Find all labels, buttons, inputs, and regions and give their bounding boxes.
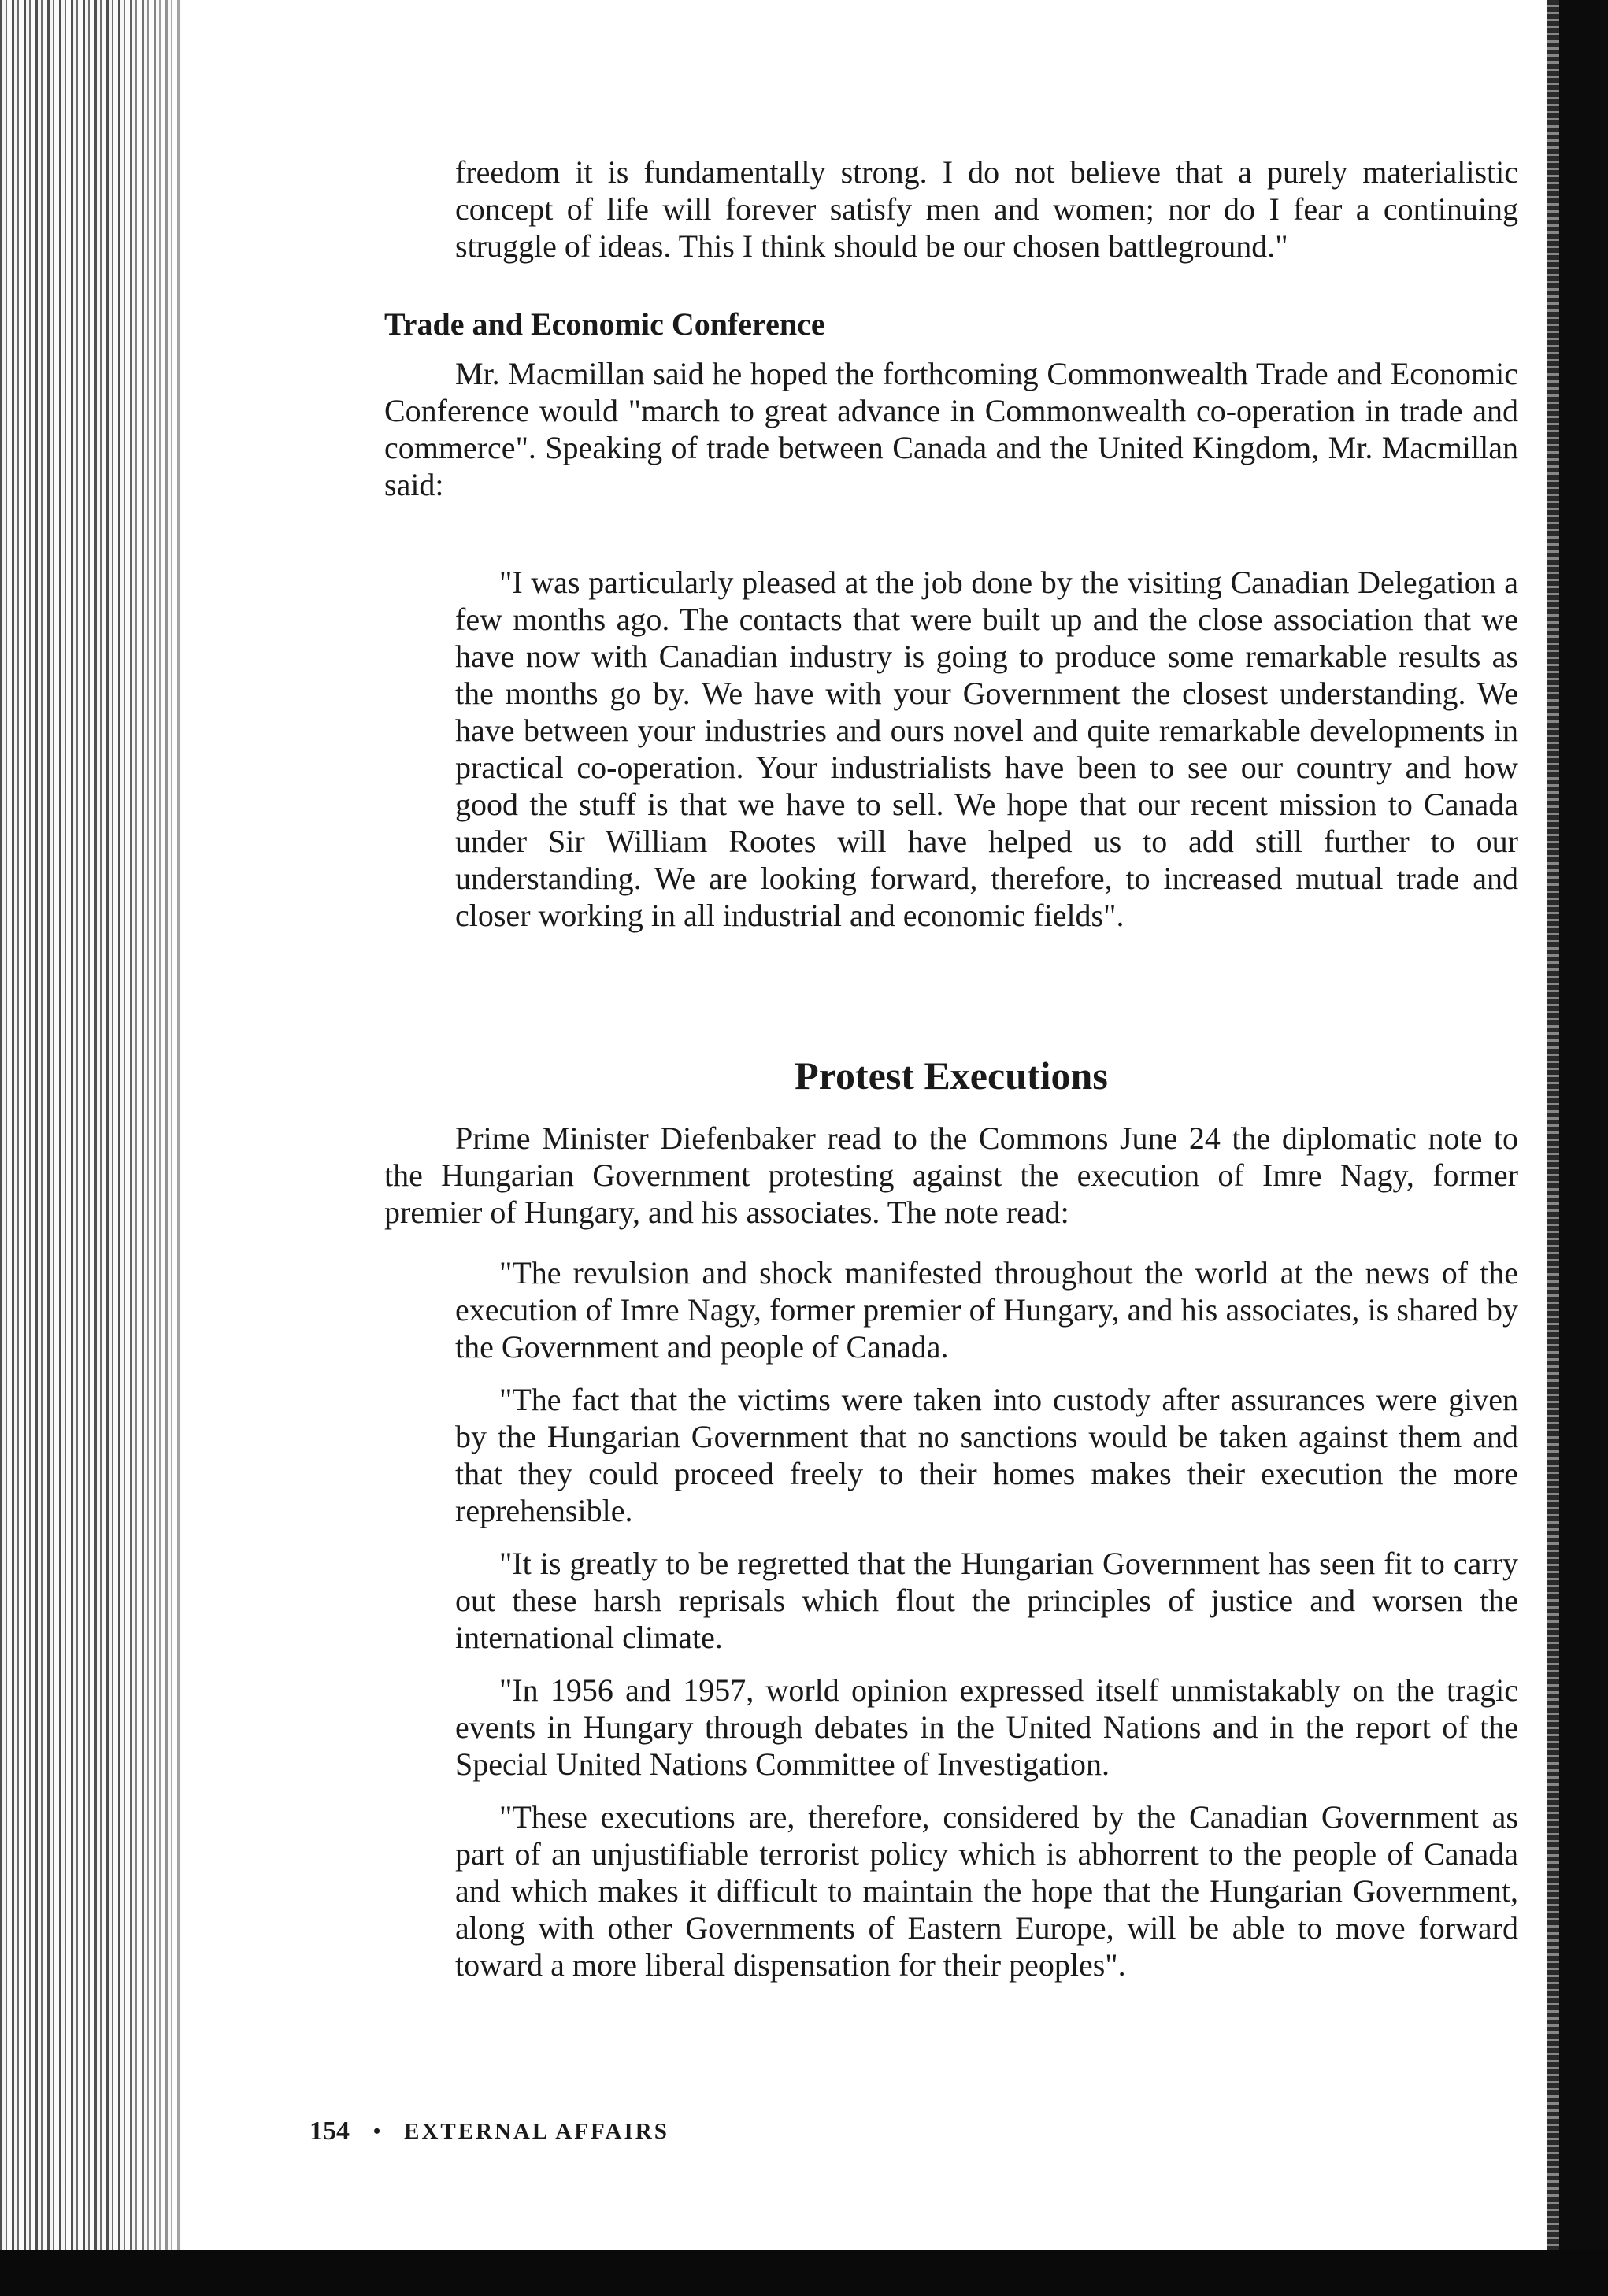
trade-intro-paragraph: Mr. Macmillan said he hoped the forthcoming Commonwealth Trade and Economic Conference would "march to great advance in Commonwealth co-operation in trade and commerce". Speaking of trade between Canada and the United Kingdom, Mr. Macmillan said: [384, 356, 1518, 502]
scan-left-fade [118, 0, 244, 2296]
note-quote-paragraph [384, 1381, 1518, 1529]
section-heading-protest: Protest Executions [795, 1054, 1108, 1098]
footer-bullet: • [373, 2120, 381, 2142]
page-body [384, 154, 1518, 1983]
scan-right-edge-texture [1547, 0, 1559, 2296]
note-quote-paragraph [384, 1545, 1518, 1656]
note-quote-text: "The revulsion and shock manifested throughout the world at the news of the execution of Imre Nagy, former premier of Hungary, and his associates, is shared by the Government and people of Canada. [455, 1255, 1518, 1365]
macmillan-quote-paragraph [384, 527, 1518, 934]
protest-intro-paragraph: Prime Minister Diefenbaker read to the Commons June 24 the diplomatic note to the Hungarian Government protesting against the execution of Imre Nagy, former premier of Hungary, and his associates. The note read: [384, 1120, 1518, 1230]
note-quote-paragraph [384, 1254, 1518, 1365]
continued-quote-paragraph: freedom it is fundamentally strong. I do not believe that a purely materialistic concept of life will forever satisfy men and women; nor do I fear a continuing struggle of ideas. This I think should be our chosen battleground." [455, 154, 1518, 264]
note-quote-text: "These executions are, therefore, considered by the Canadian Government as part of an unjustifiable terrorist policy which is abhorrent to the people of Canada and which makes it difficult to maintain the hope that the Hungarian Government, along with other Governments of Eastern Europe, will be able to move forward toward a more liberal dispensation for their peoples". [455, 1799, 1518, 1983]
note-quote-text: "It is greatly to be regretted that the Hungarian Government has seen fit to carry out these harsh reprisals which flout the principles of justice and worsen the international climate. [455, 1546, 1518, 1655]
section-heading-trade: Trade and Economic Conference [384, 306, 825, 342]
scan-bottom-edge [0, 2250, 1608, 2296]
note-quote-paragraph [384, 1672, 1518, 1783]
page-number: 154 [309, 2116, 350, 2146]
note-quote-paragraph [384, 1798, 1518, 1983]
macmillan-quote-text: "I was particularly pleased at the job done by the visiting Canadian Delegation a few months ago. The contacts that were built up and the close association that we have now with Canadian industry is going to produce some remarkable results as the months go by. We have with your Government the closest understanding. We have between your industries and ours novel and quite remarkable developments in practical co-operation. Your industrialists have been to see our country and how good the stuff is that we have to sell. We hope that our recent mission to Canada under Sir William Rootes will have helped us to add still further to our understanding. We are looking forward, therefore, to increased mutual trade and closer working in all industrial and economic fields". [455, 565, 1518, 933]
journal-title: EXTERNAL AFFAIRS [404, 2118, 669, 2144]
note-quote-text: "The fact that the victims were taken into custody after assurances were given by the Hungarian Government that no sanctions would be taken against them and that they could proceed freely to their homes makes their execution the more reprehensible. [455, 1382, 1518, 1528]
page-footer [309, 2116, 669, 2146]
note-quote-text: "In 1956 and 1957, world opinion expressed itself unmistakably on the tragic events in Hungary through debates in the United Nations and in the report of the Special United Nations Committee of Investigation. [455, 1672, 1518, 1782]
